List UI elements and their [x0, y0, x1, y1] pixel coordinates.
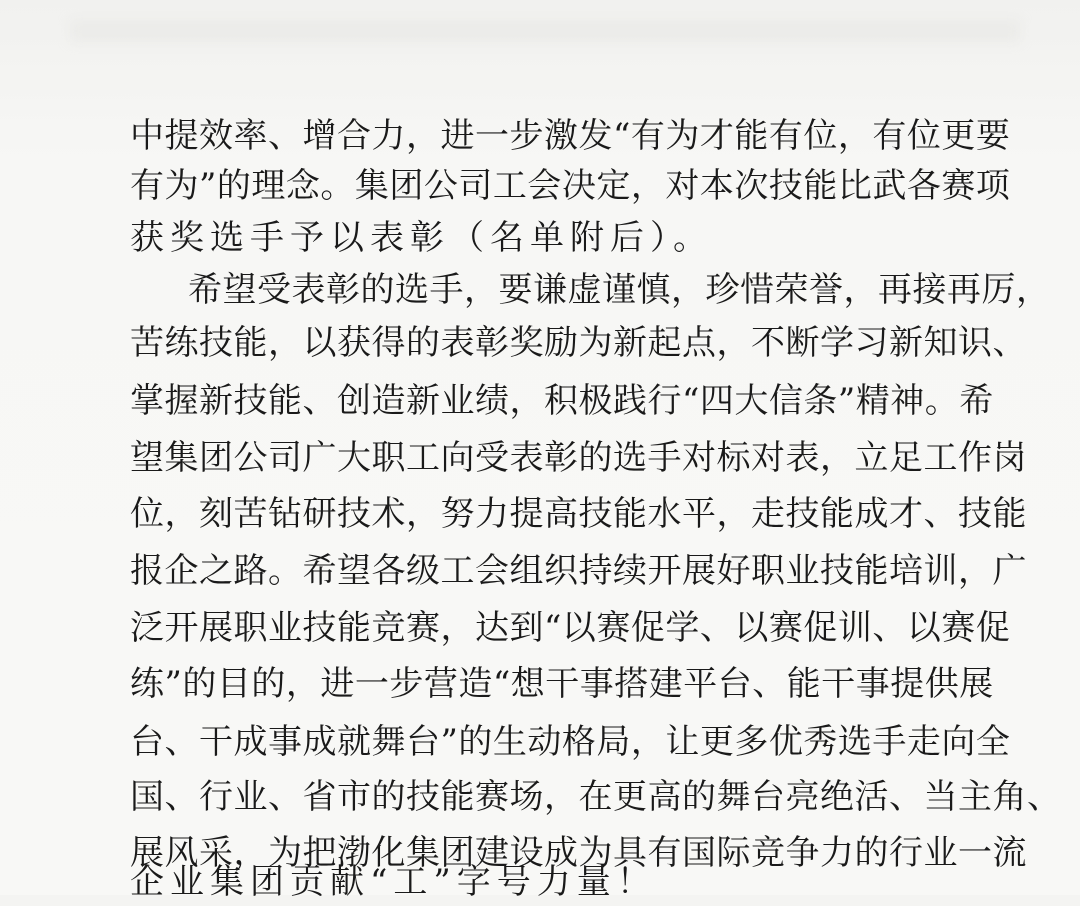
paragraph-1-line-3: 获奖选手予以表彰（名单附后）。 — [130, 218, 713, 258]
paragraph-2-line-6: 报企之路。希望各级工会组织持续开展好职业技能培训，广 — [130, 551, 1027, 591]
paragraph-2-line-11: 展风采，为把渤化集团建设成为具有国际竞争力的行业一流 — [130, 833, 1027, 873]
paragraph-2-line-1: 希望受表彰的选手，要谦虚谨慎，珍惜荣誉，再接再厉， — [188, 270, 1051, 310]
paragraph-2-line-4: 望集团公司广大职工向受表彰的选手对标对表，立足工作岗 — [130, 438, 1027, 478]
paragraph-2-line-9: 台、干成事成就舞台”的生动格局，让更多优秀选手走向全 — [130, 722, 1011, 762]
paragraph-2-line-12: 企业集团贡献“工”字号力量！ — [130, 862, 657, 902]
paragraph-2-line-8: 练”的目的，进一步营造“想干事搭建平台、能干事提供展 — [130, 664, 994, 704]
paragraph-2-line-10: 国、行业、省市的技能赛场，在更高的舞台亮绝活、当主角、 — [130, 777, 1062, 817]
paragraph-2-line-7: 泛开展职业技能竞赛，达到“以赛促学、以赛促训、以赛促 — [130, 608, 1011, 648]
paragraph-2-line-5: 位，刻苦钻研技术，努力提高技能水平，走技能成才、技能 — [130, 494, 1027, 534]
paragraph-2-line-2: 苦练技能，以获得的表彰奖励为新起点，不断学习新知识、 — [130, 323, 1027, 363]
paragraph-1-line-1: 中提效率、增合力，进一步激发“有为才能有位，有位更要 — [130, 116, 1011, 156]
paragraph-2-line-3: 掌握新技能、创造新业绩，积极践行“四大信条”精神。希 — [130, 381, 994, 421]
paragraph-1-line-2: 有为”的理念。集团公司工会决定，对本次技能比武各赛项 — [130, 166, 1011, 206]
